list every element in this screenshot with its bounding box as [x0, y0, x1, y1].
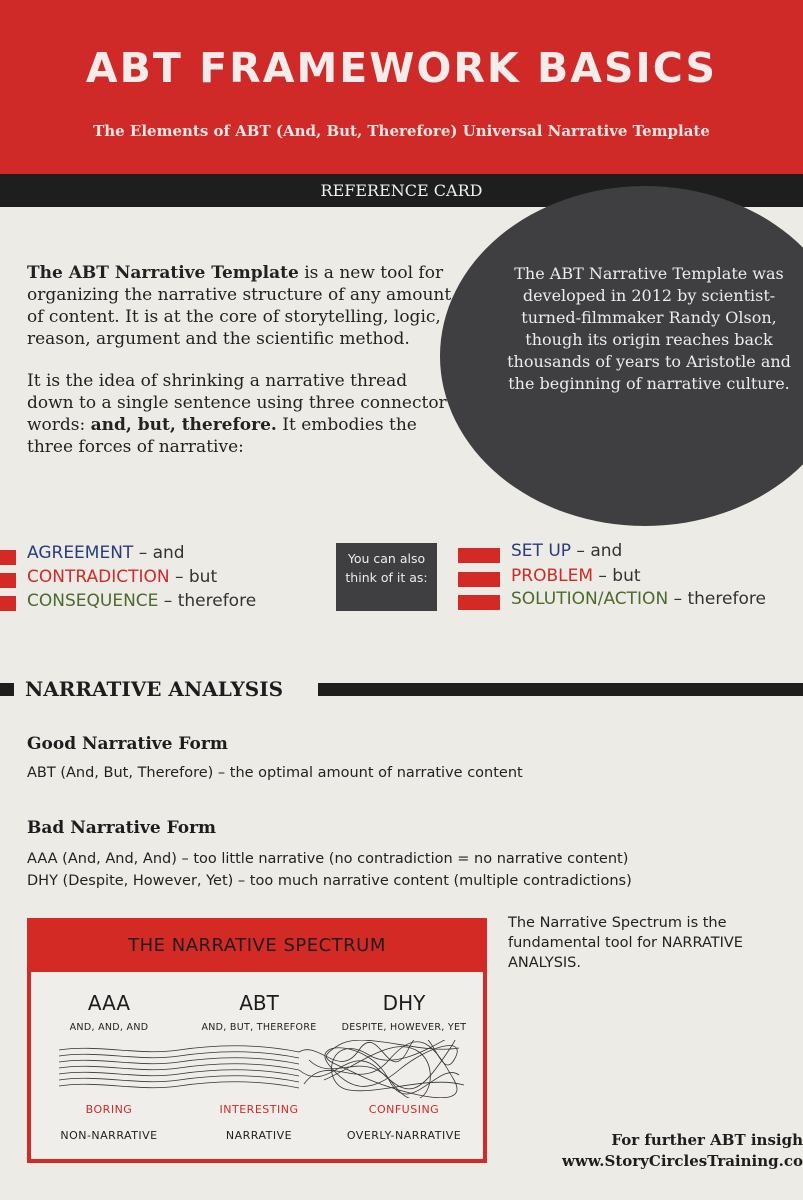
force-consequence: CONSEQUENCE – therefore: [27, 591, 257, 611]
spectrum-quality-confusing: CONFUSING: [368, 1103, 440, 1116]
spectrum-sub-dhy: DESPITE, HOWEVER, YET: [341, 1022, 467, 1033]
spectrum-title: THE NARRATIVE SPECTRUM: [128, 935, 386, 956]
spectrum-side-note: The Narrative Spectrum is the fundamental tool for NARRATIVE ANALYSIS.: [508, 915, 743, 971]
intro-text: [27, 262, 457, 478]
think-box: You can also think of it as:: [336, 543, 437, 611]
spectrum-type-non-narrative: NON-NARRATIVE: [60, 1129, 158, 1142]
spectrum-sub-aaa: AND, AND, AND: [69, 1022, 149, 1033]
intro-p1-text: is a new tool for organizing the narrative structure of any amount of content. It is at the core of storytelling, logic, reason, argument and the scientific method.: [27, 263, 452, 349]
force-contradiction: CONTRADICTION – but: [27, 567, 218, 587]
section-rule: [318, 683, 803, 696]
origin-note: The ABT Narrative Template was developed in 2012 by scientist-turned-filmmaker Randy Olson, though its origin reaches back thousands of years to Aristotle and the beginning of narrative culture.: [507, 264, 791, 393]
footer-insight-text: For further ABT insigh: [611, 1131, 803, 1149]
spectrum-line: [59, 1082, 299, 1088]
force-marker: [0, 596, 16, 611]
spectrum-quality-boring: BORING: [85, 1103, 133, 1116]
spectrum-sub-abt: AND, BUT, THEREFORE: [201, 1022, 317, 1033]
bad-form-heading: Bad Narrative Form: [27, 818, 217, 838]
spectrum-line: [59, 1076, 299, 1082]
spectrum-lines-graphic: [59, 1040, 469, 1098]
spectrum-type-narrative: NARRATIVE: [225, 1129, 293, 1142]
spectrum-quality-interesting: INTERESTING: [219, 1103, 299, 1116]
alt-force-problem: PROBLEM – but: [511, 566, 641, 586]
spectrum-line: [59, 1046, 299, 1052]
spectrum-line: [59, 1064, 299, 1070]
alt-force-solution: SOLUTION/ACTION – therefore: [511, 589, 766, 609]
alt-force-setup: SET UP – and: [511, 541, 623, 561]
section-marker: [0, 683, 14, 696]
force-marker: [0, 573, 16, 588]
bad-form-aaa: AAA (And, And, And) – too little narrative (no contradiction = no narrative content): [27, 851, 629, 867]
page-title: ABT FRAMEWORK BASICS: [85, 44, 718, 92]
spectrum-type-overly-narrative: OVERLY-NARRATIVE: [346, 1129, 462, 1142]
bad-form-dhy: DHY (Despite, However, Yet) – too much narrative content (multiple contradictions): [27, 873, 632, 889]
intro-p2-start: It is the idea of shrinking a narrative thread down to a single sentence using three connector words:: [27, 371, 447, 435]
spectrum-label-abt: ABT: [239, 991, 279, 1015]
intro-paragraph-2: [27, 370, 457, 458]
good-form-text: ABT (And, But, Therefore) – the optimal amount of narrative content: [27, 765, 523, 781]
intro-connectors: and, but, therefore.: [90, 415, 277, 435]
alt-force-marker: [458, 572, 500, 587]
reference-card-label: REFERENCE CARD: [320, 181, 483, 200]
analysis-heading: NARRATIVE ANALYSIS: [25, 677, 284, 701]
spectrum-label-aaa: AAA: [87, 991, 131, 1015]
intro-paragraph-1: [27, 262, 457, 350]
intro-p2-end: It embodies the three forces of narrative:: [27, 415, 417, 457]
spectrum-tangle: [299, 1040, 459, 1094]
narrative-spectrum-panel: [27, 918, 487, 1163]
spectrum-line: [59, 1058, 299, 1064]
force-agreement: AGREEMENT – and: [27, 543, 185, 563]
good-form-heading: Good Narrative Form: [27, 734, 228, 754]
intro-term: The ABT Narrative Template: [27, 263, 299, 283]
footer-website-link[interactable]: www.StoryCirclesTraining.co: [562, 1152, 803, 1170]
spectrum-line: [59, 1070, 299, 1076]
spectrum-line: [59, 1052, 299, 1058]
force-marker: [0, 550, 16, 565]
alt-force-marker: [458, 548, 500, 563]
alt-force-marker: [458, 595, 500, 610]
page-subtitle: The Elements of ABT (And, But, Therefore) Universal Narrative Template: [93, 122, 710, 140]
spectrum-label-dhy: DHY: [382, 991, 426, 1015]
